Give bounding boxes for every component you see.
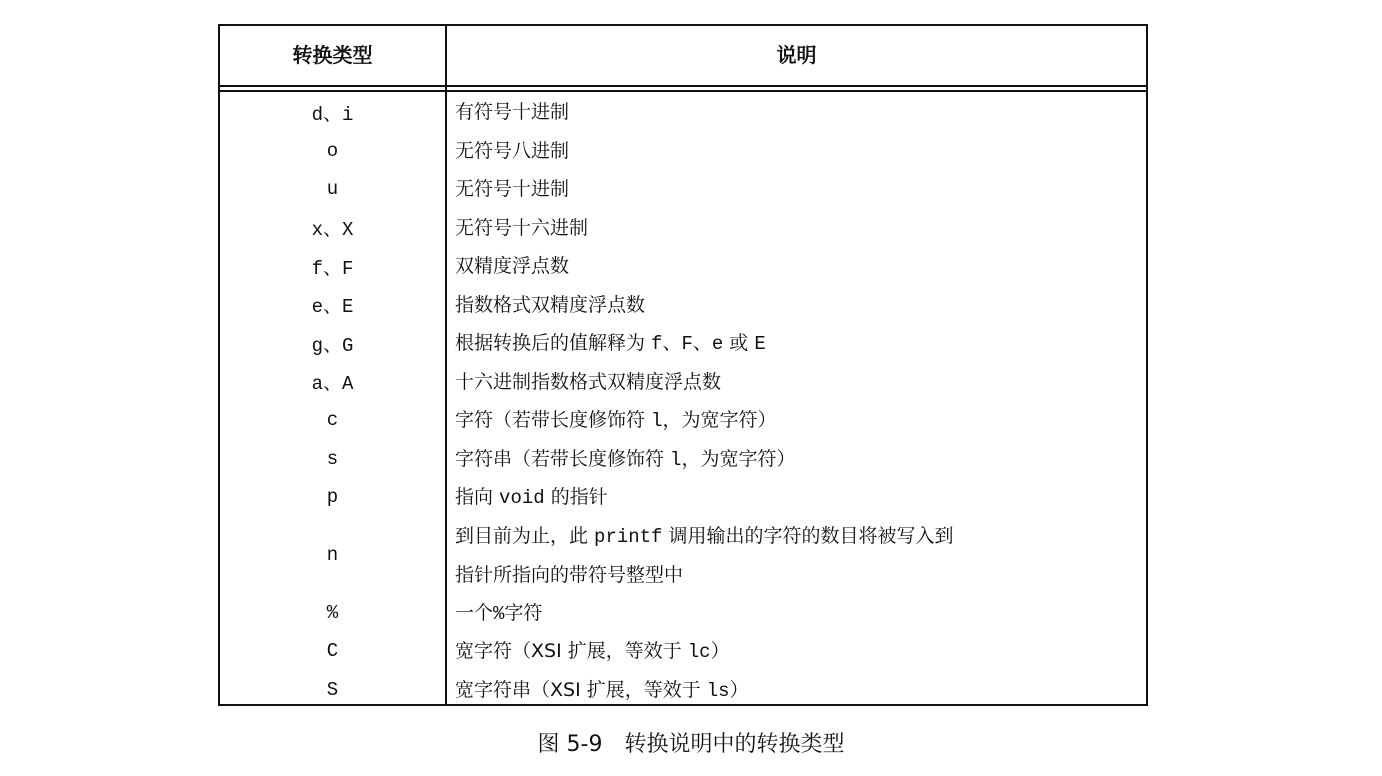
code-text: l <box>670 448 682 471</box>
table-row <box>220 132 1146 171</box>
table-header <box>220 26 1146 87</box>
conversion-type-cell: a、A <box>311 373 354 396</box>
description-cell <box>445 363 1146 402</box>
description-text: 双精度浮点数 <box>455 255 570 277</box>
conversion-type-cell: c <box>326 409 339 432</box>
description-text: 有符号十进制 <box>455 101 570 123</box>
description-text: 宽字符（XSI 扩展，等效于 <box>455 640 688 662</box>
conversion-type-cell: e、E <box>311 296 354 319</box>
description-cell <box>445 324 1146 363</box>
conversion-type-cell: C <box>326 640 339 663</box>
table-row <box>220 594 1146 633</box>
description-text: 宽字符串（XSI 扩展，等效于 <box>455 678 707 701</box>
table-row <box>220 247 1146 286</box>
table-row <box>220 209 1146 248</box>
table-row <box>220 286 1146 325</box>
description-text: 的指针 <box>544 486 608 508</box>
table-row <box>220 363 1146 402</box>
description-cell <box>445 247 1146 286</box>
conversion-type-cell: u <box>326 178 339 201</box>
table-body <box>220 93 1146 709</box>
table-row <box>220 324 1146 363</box>
header-conversion-type: 转换类型 <box>292 43 373 67</box>
description-cell <box>445 671 1146 710</box>
table-row <box>220 632 1146 671</box>
description-cell <box>445 93 1146 132</box>
description-cell <box>445 286 1146 325</box>
code-text: E <box>754 333 766 355</box>
description-cell <box>445 632 1146 671</box>
description-text: 指向 <box>455 486 500 508</box>
description-cell <box>445 401 1146 440</box>
code-text: printf <box>594 525 663 548</box>
code-text: % <box>493 602 505 625</box>
description-text: 字符 <box>504 601 543 624</box>
description-text: 十六进制指数格式双精度浮点数 <box>455 370 722 393</box>
description-text: 或 <box>723 332 755 354</box>
description-text: ，为宽字符） <box>681 447 796 470</box>
conversion-type-cell: d、i <box>311 103 354 126</box>
description-text: 指针所指向的带符号整型中 <box>455 564 684 586</box>
description-cell <box>445 440 1146 479</box>
description-cell <box>445 594 1146 633</box>
description-text: ） <box>729 678 749 701</box>
table-row <box>220 440 1146 479</box>
description-cell <box>445 517 1146 594</box>
conversion-type-table <box>218 24 1148 706</box>
table-row <box>220 671 1146 710</box>
code-text: l <box>651 410 663 432</box>
table-row <box>220 93 1146 132</box>
description-text: 到目前为止，此 <box>455 524 595 547</box>
table-row <box>220 517 1146 594</box>
conversion-type-cell: n <box>326 544 339 566</box>
table-row <box>220 170 1146 209</box>
description-cell <box>445 170 1146 209</box>
conversion-type-cell: S <box>326 678 339 701</box>
description-text: 无符号十六进制 <box>455 216 589 239</box>
table-row <box>220 401 1146 440</box>
header-double-rule <box>220 90 1146 92</box>
conversion-type-cell: s <box>326 447 339 470</box>
description-text: 字符串（若带长度修饰符 <box>455 447 671 470</box>
code-text: void <box>499 487 545 509</box>
code-text: ls <box>706 679 730 702</box>
description-cell <box>445 132 1146 171</box>
table-row <box>220 478 1146 517</box>
code-text: f、F、e <box>651 333 724 355</box>
description-text: 一个 <box>455 601 494 624</box>
conversion-type-cell: g、G <box>311 334 354 357</box>
conversion-type-cell: % <box>326 601 339 624</box>
description-text: ，为宽字符） <box>662 409 777 431</box>
description-text: 调用输出的字符的数目将被写入到 <box>662 524 954 547</box>
header-description: 说明 <box>776 43 817 67</box>
description-text: ） <box>710 640 730 662</box>
conversion-type-cell: o <box>326 139 339 162</box>
description-text: 无符号八进制 <box>455 139 570 162</box>
description-text: 字符（若带长度修饰符 <box>455 409 652 431</box>
description-cell <box>445 209 1146 248</box>
conversion-type-cell: x、X <box>311 219 354 242</box>
code-text: lc <box>687 641 711 663</box>
conversion-type-cell: f、F <box>311 257 354 280</box>
description-text: 根据转换后的值解释为 <box>455 332 652 354</box>
description-cell <box>445 478 1146 517</box>
figure-caption: 图 5-9 转换说明中的转换类型 <box>537 732 845 757</box>
conversion-type-cell: p <box>326 486 339 509</box>
description-text: 指数格式双精度浮点数 <box>455 293 646 316</box>
description-text: 无符号十进制 <box>455 178 570 200</box>
